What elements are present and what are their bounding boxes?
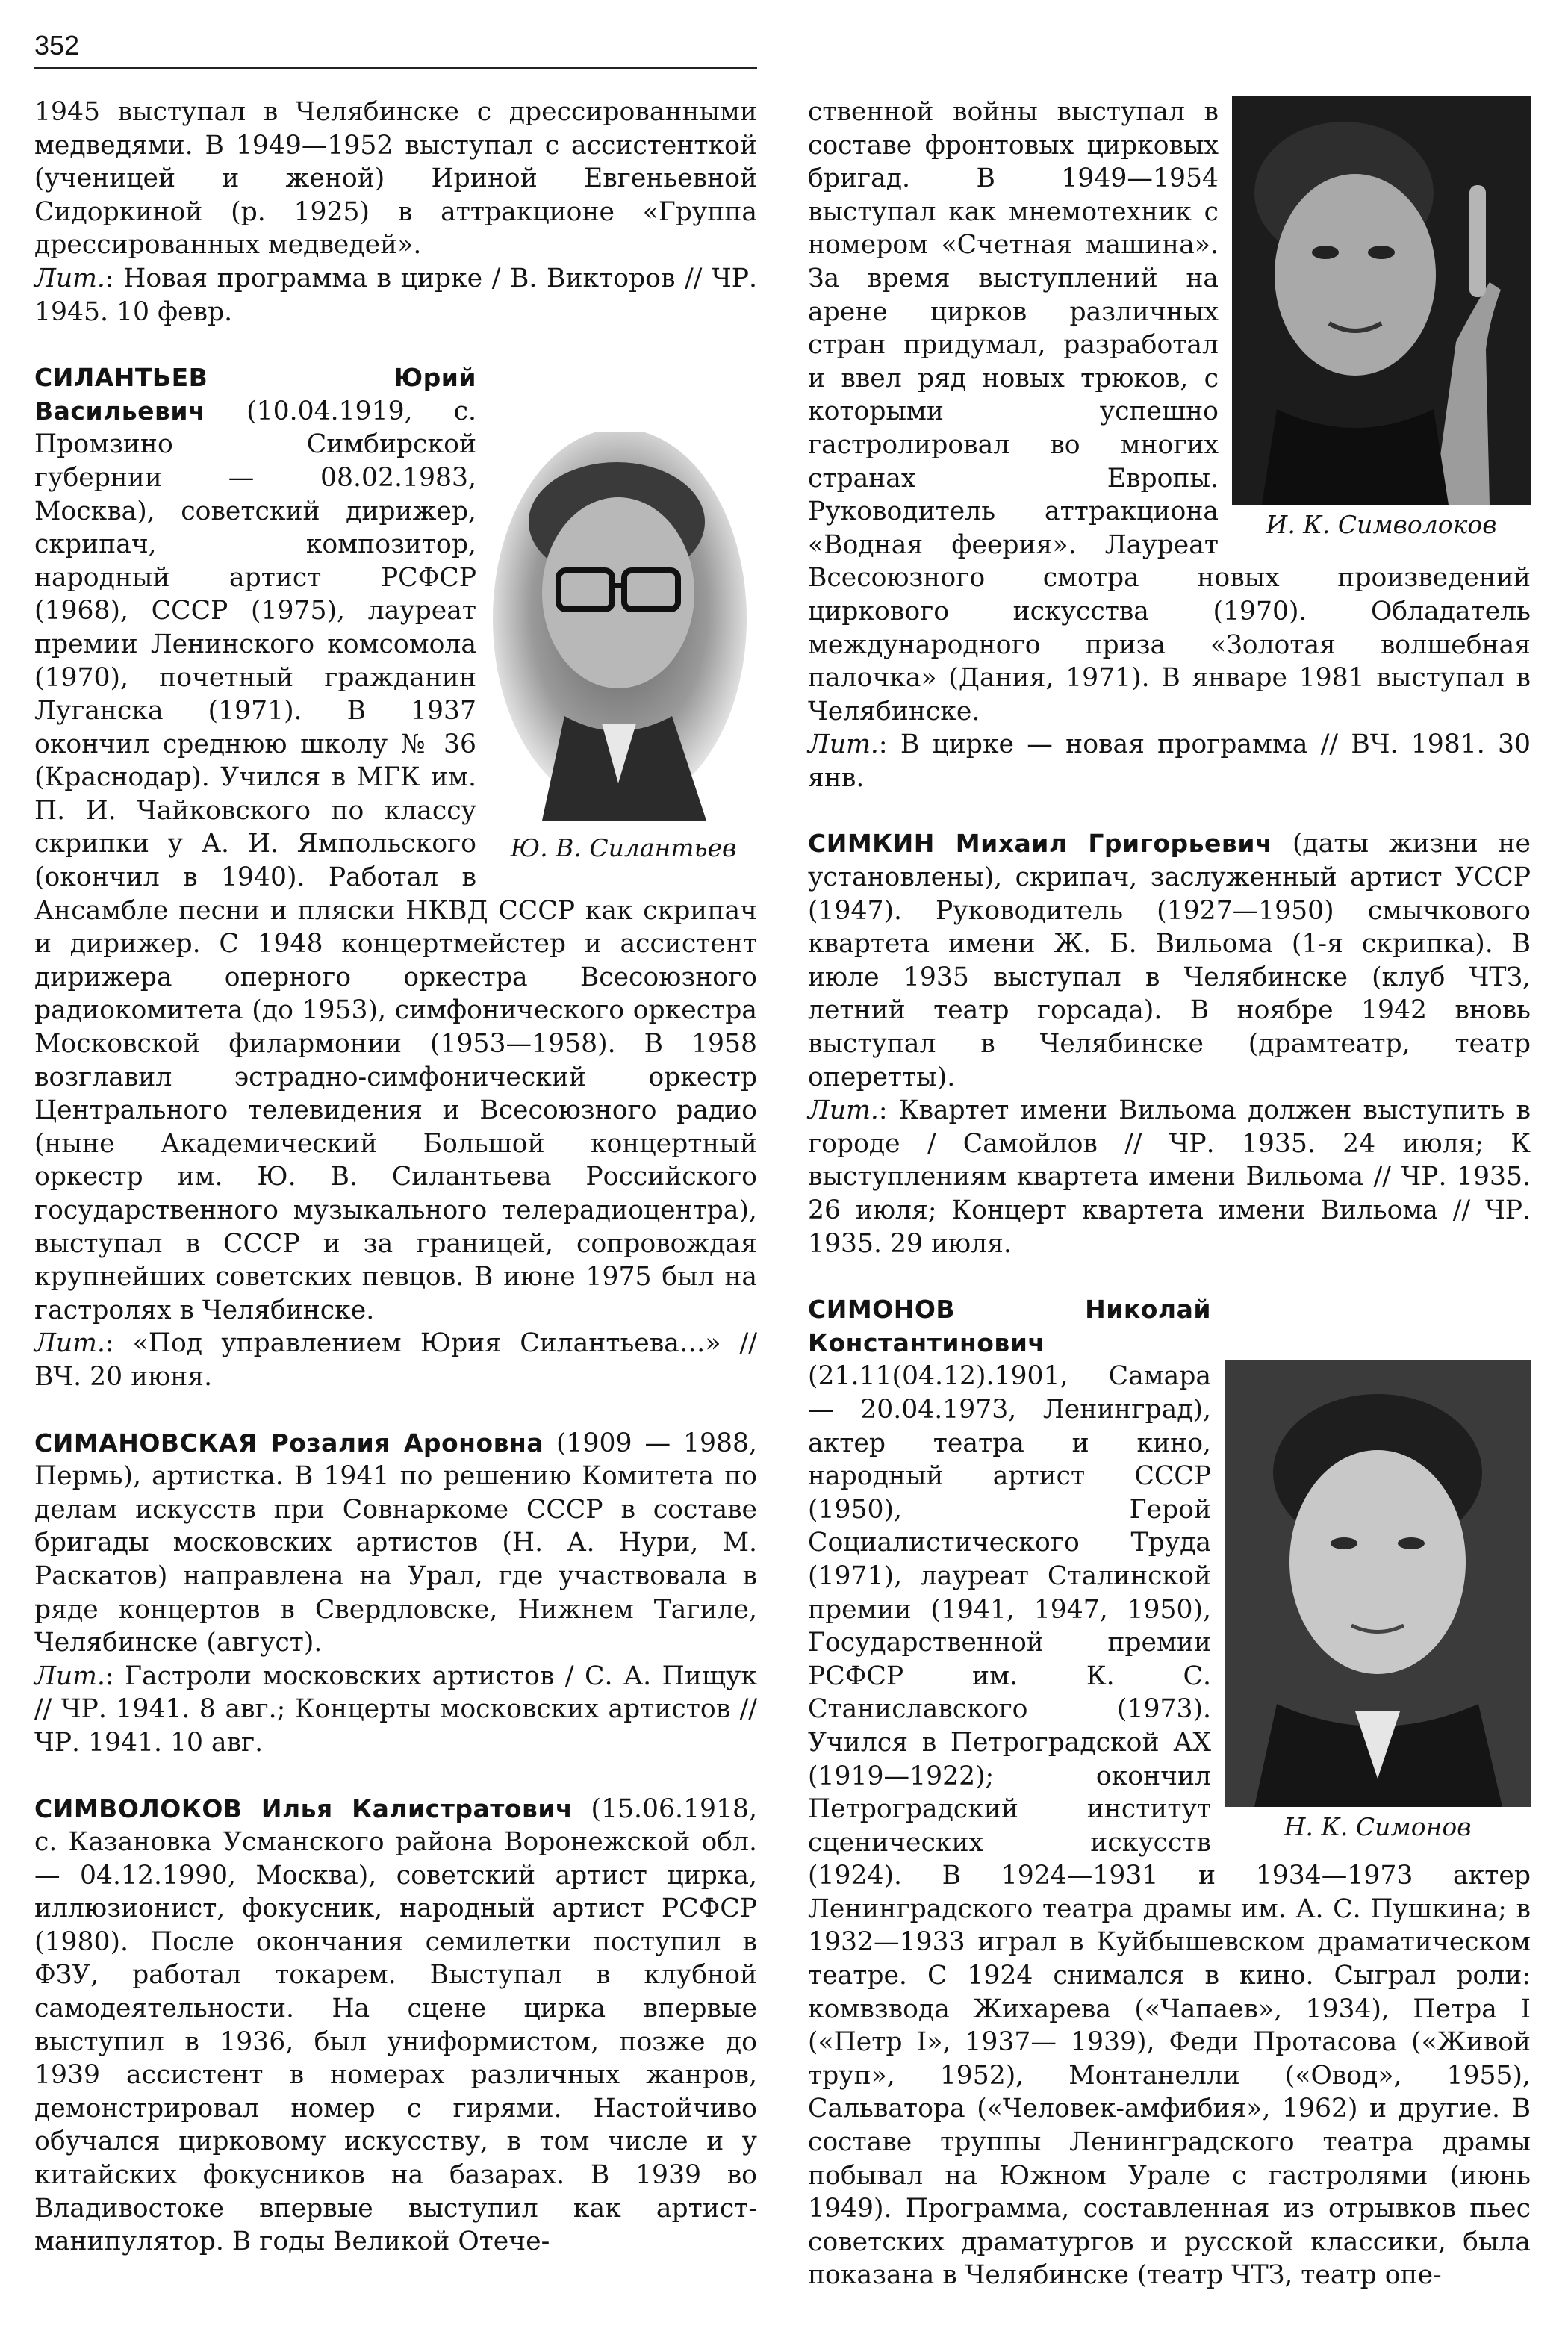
- figure-simvolokov: [1232, 96, 1531, 541]
- left-column: [34, 96, 757, 2259]
- portrait-silantiev-photo: [490, 432, 750, 828]
- lit-label: Лит.: [808, 1095, 879, 1126]
- entry-text: [808, 827, 1531, 1094]
- entry-text: ственной войны выступал в составе фронтовых цирковых бригад. В 1949—1954 выступал как мнемотехник с номером «Счетная машина». За время выступлений на арене цирков различных стран придумал, разработал и ввел ряд новых трюков, с которыми успешно гастролировал во многих странах Европы. Руководитель аттракциона «Водная феерия». Лауреат Всесоюзного смотра новых произведений циркового искусства (1970). Обладатель международного приза «Золотая волшебная палочка» (Дания, 1971). В январе 1981 выступал в Челябинске.: [808, 97, 1531, 727]
- entry-body: (1909 — 1988, Пермь), артистка. В 1941 по решению Комитета по делам искусств при Совнаркоме СССР в составе бригады московских артистов (Н. А. Нури, М. Раскатов) направлена на Урал, где участвовала в ряде концертов в Свердловске, Нижнем Тагиле, Челябинске (август).: [34, 1428, 757, 1658]
- figure-silantiev: [490, 432, 757, 864]
- lit-text: : «Под управлением Юрия Силантьева…» // ВЧ. 20 июня.: [34, 1328, 757, 1392]
- entry-simkin: [808, 827, 1531, 1260]
- entry-name: СИМКИН Михаил Григорьевич: [808, 829, 1273, 859]
- entry-text: [34, 1427, 757, 1660]
- entry-body: (10.04.1919, с. Промзино Симбирской губернии — 08.02.1983, Москва), советский дирижер, скрипач, композитор, народный артист РСФСР (1968), СССР (1975), лауреат премии Ленинского комсомола (1970), почетный гражданин Луганска (1971). В 1937 окончил среднюю школу № 36 (Краснодар). Учился в МГК им. П. И. Чайковского по классу скрипки у А. И. Ямпольского (окончил в 1940). Работал в Ансамбле песни и пляски НКВД СССР как скрипач и дирижер. С 1948 концертмейстер и ассистент дирижера оперного оркестра Всесоюзного радиокомитета (до 1953), симфонического оркестра Московской филармонии (1953—1958). В 1958 возглавил эстрадно-симфонический оркестр Центрального телевидения и Всесоюзного радио (ныне Академический Большой концертный оркестр им. Ю. В. Силантьева Российского государственного музыкального телерадиоцентра), выступал в СССР и за границей, сопровождая крупнейших советских певцов. В июне 1975 был на гастролях в Челябинске.: [34, 396, 757, 1325]
- entry-name: СИМОНОВ Николай Константинович: [808, 1295, 1211, 1357]
- caption-simvolokov: И. К. Символоков: [1266, 510, 1497, 539]
- literature-line: [34, 1327, 757, 1393]
- entry-simonov: [808, 1293, 1531, 2292]
- portrait-simvolokov-photo: [1232, 96, 1531, 505]
- article-continuation: 1945 выступал в Челябинске с дрессированными медведями. В 1949—1952 выступал с ассистенткой (ученицей и женой) Ириной Евгеньевной Сидоркиной (р. 1925) в аттракционе «Группа дрессированных медведей».: [34, 97, 757, 261]
- entry-simvolokov-continued: [808, 96, 1531, 794]
- entry-simanovskaya: [34, 1427, 757, 1760]
- literature-line: [34, 1660, 757, 1760]
- entry-name: СИЛАНТЬЕВ Юрий Васильевич: [34, 363, 476, 426]
- caption-simonov: Н. К. Симонов: [1284, 1812, 1472, 1842]
- entry-name: СИМВОЛОКОВ Илья Калистратович: [34, 1793, 573, 1823]
- entry-body: (15.06.1918, с. Казановка Усманского района Воронежской обл. — 04.12.1990, Москва), советский артист цирка, иллюзионист, фокусник, народный артист РСФСР (1980). После окончания семилетки поступил в ФЗУ, работал токарем. Выступал в клубной самодеятельности. На сцене цирка впервые выступил в 1936, был униформистом, позже до 1939 ассистент в номерах различных жанров, демонстрировал номер с гирями. Настойчиво обучался цирковому искусству, в том числе и у китайских фокусников на базарах. В 1939 во Владивостоке впервые выступил как артист-манипулятор. В годы Великой Отече-: [34, 1793, 757, 2257]
- lit-text: : Гастроли московских артистов / С. А. Пищук // ЧР. 1941. 8 авг.; Концерты московских артистов // ЧР. 1941. 10 авг.: [34, 1661, 757, 1758]
- entry-text: [34, 1793, 757, 2259]
- entry-simvolokov: [34, 1793, 757, 2259]
- lit-label: Лит.: [34, 1661, 105, 1691]
- lit-text: : В цирке — новая программа // ВЧ. 1981. 30 янв.: [808, 729, 1531, 793]
- literature-line: [808, 728, 1531, 794]
- entry-body: (21.11(04.12).1901, Самара — 20.04.1973, Ленинград), актер театра и кино, народный артист СССР (1950), Герой Социалистического Труда (1971), лауреат Сталинской премии (1941, 1947, 1950), Государственной премии РСФСР им. К. С. Станиславского (1973). Учился в Петроградской АХ (1919—1922); окончил Петроградский институт сценических искусств (1924). В 1924—1931 и 1934—1973 актер Ленинградского театра драмы им. А. С. Пушкина; в 1932—1933 играл в Куйбышевском драматическом театре. С 1924 снимался в кино. Сыграл роли: комвзвода Жихарева («Чапаев», 1934), Петра I («Петр I», 1937— 1939), Феди Протасова («Живой труп», 1952), Монтанелли («Овод», 1955), Сальватора («Человек-амфибия», 1962) и другие. В составе труппы Ленинградского театра драмы побывал на Южном Урале с гастролями (июнь 1949). Программа, составленная из отрывков пьес советских драматургов и русской классики, была показана в Челябинске (театр ЧТЗ, театр опе-: [808, 1361, 1531, 2291]
- literature-line: [808, 1094, 1531, 1260]
- figure-simonov: [1225, 1360, 1531, 1843]
- lit-text: : Новая программа в цирке / В. Викторов // ЧР. 1945. 10 февр.: [34, 263, 757, 327]
- right-column: [808, 96, 1531, 2292]
- lit-label: Лит.: [34, 1328, 105, 1359]
- entry-body: (даты жизни не установлены), скрипач, заслуженный артист УССР (1947). Руководитель (1927—1950) смычкового квартета имени Ж. Б. Вильома (1-я скрипка). В июле 1935 выступал в Челябинске (клуб ЧТЗ, летний театр горсада). В ноябре 1942 вновь выступал в Челябинске (драмтеатр, театр оперетты).: [808, 829, 1531, 1092]
- entry-name: СИМАНОВСКАЯ Розалия Ароновна: [34, 1428, 544, 1457]
- lit-label: Лит.: [34, 263, 105, 293]
- literature-line: [34, 262, 757, 329]
- header-rule: [34, 67, 757, 69]
- portrait-simonov-photo: [1225, 1360, 1531, 1807]
- caption-silantiev: Ю. В. Силантьев: [510, 833, 737, 863]
- entry-silantiev: [34, 361, 757, 1393]
- lit-text: : Квартет имени Вильома должен выступить в городе / Самойлов // ЧР. 1935. 24 июля; К выступлениям квартета имени Вильома // ЧР. 1935. 26 июля; Концерт квартета имени Вильома // ЧР. 1935. 29 июля.: [808, 1095, 1531, 1259]
- lit-label: Лит.: [808, 729, 879, 760]
- page-number: 352: [34, 30, 80, 60]
